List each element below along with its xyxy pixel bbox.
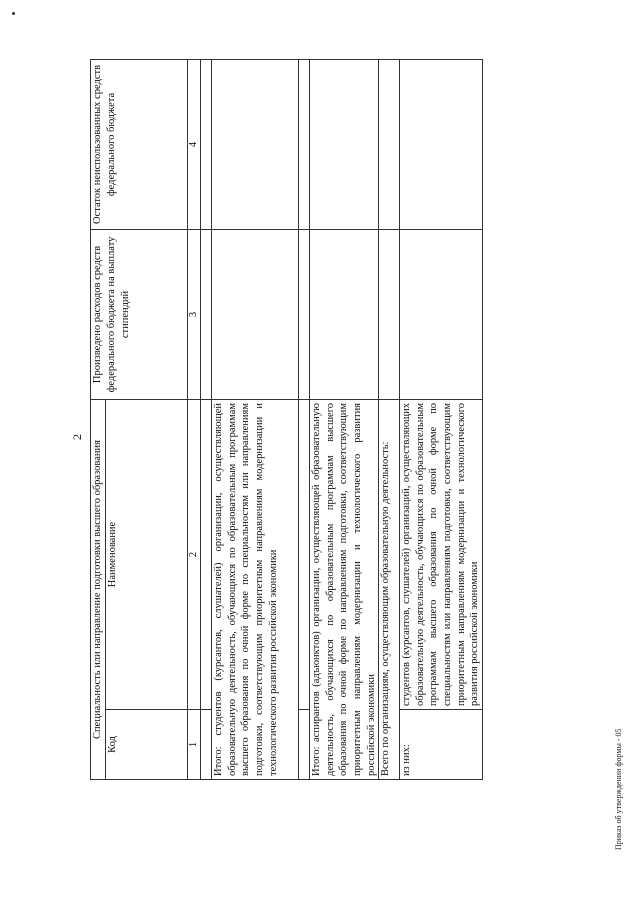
row-total-postgraduates: Итого: аспирантов (адъюнктов) организации, осуществляющей образовательную деятельность, обучающихся по образовательным программам высшего образования по очной форме по направлениям подготовки, соответствующим приоритетным направлениям модернизации и технологического развития российской экономики bbox=[310, 399, 379, 779]
col-number-2: 2 bbox=[188, 399, 201, 709]
col-number-4: 4 bbox=[188, 59, 201, 229]
empty-cell bbox=[212, 59, 299, 229]
row-of-which-students: студентов (курсантов, слушателей) организаций, осуществляющих образовательную деятельность, обучающихся по образовательным программам высшего образования по очной форме по специальностям или направлениям подготовки, соответствующим приоритетным направлениям модернизации и технологического развития российской экономики bbox=[400, 399, 483, 709]
row-of-which-label: из них: bbox=[400, 710, 483, 780]
empty-cell bbox=[310, 59, 379, 229]
empty-cell bbox=[400, 229, 483, 399]
empty-cell bbox=[201, 399, 212, 709]
empty-cell bbox=[299, 59, 310, 229]
footer-note: Приказ об утверждении формы - 05 bbox=[614, 728, 623, 850]
col-number-1: 1 bbox=[188, 710, 201, 780]
header-specialty: Специальность или направление подготовки высшего образования bbox=[91, 399, 106, 779]
header-code: Код bbox=[106, 710, 188, 780]
stipend-table bbox=[90, 59, 483, 780]
empty-cell bbox=[379, 229, 400, 399]
header-spent: Произведено расходов средств федерального бюджета на выплату стипендий bbox=[91, 229, 188, 399]
page-number: 2 bbox=[70, 434, 84, 440]
empty-cell bbox=[310, 229, 379, 399]
empty-cell bbox=[299, 229, 310, 399]
empty-cell bbox=[379, 59, 400, 229]
rotated-table-block bbox=[90, 60, 510, 780]
scan-speck bbox=[12, 12, 15, 15]
empty-cell bbox=[400, 59, 483, 229]
row-grand-total: Всего по организациям, осуществляющим образовательную деятельность: bbox=[379, 399, 400, 779]
header-rest: Остаток неиспользованных средств федерального бюджета bbox=[91, 59, 188, 229]
header-name: Наименование bbox=[106, 399, 188, 709]
col-number-3: 3 bbox=[188, 229, 201, 399]
row-total-students: Итого: студентов (курсантов, слушателей) организации, осуществляющей образовательную деятельность, обучающихся по образовательным программам высшего образования по очной форме по специальностям или направлениям подготовки, соответствующим приоритетным направлениям модернизации и технологического развития российской экономики bbox=[212, 399, 299, 779]
empty-cell bbox=[299, 710, 310, 780]
empty-cell bbox=[212, 229, 299, 399]
empty-cell bbox=[201, 710, 212, 780]
empty-cell bbox=[201, 59, 212, 229]
empty-cell bbox=[299, 399, 310, 709]
empty-cell bbox=[201, 229, 212, 399]
